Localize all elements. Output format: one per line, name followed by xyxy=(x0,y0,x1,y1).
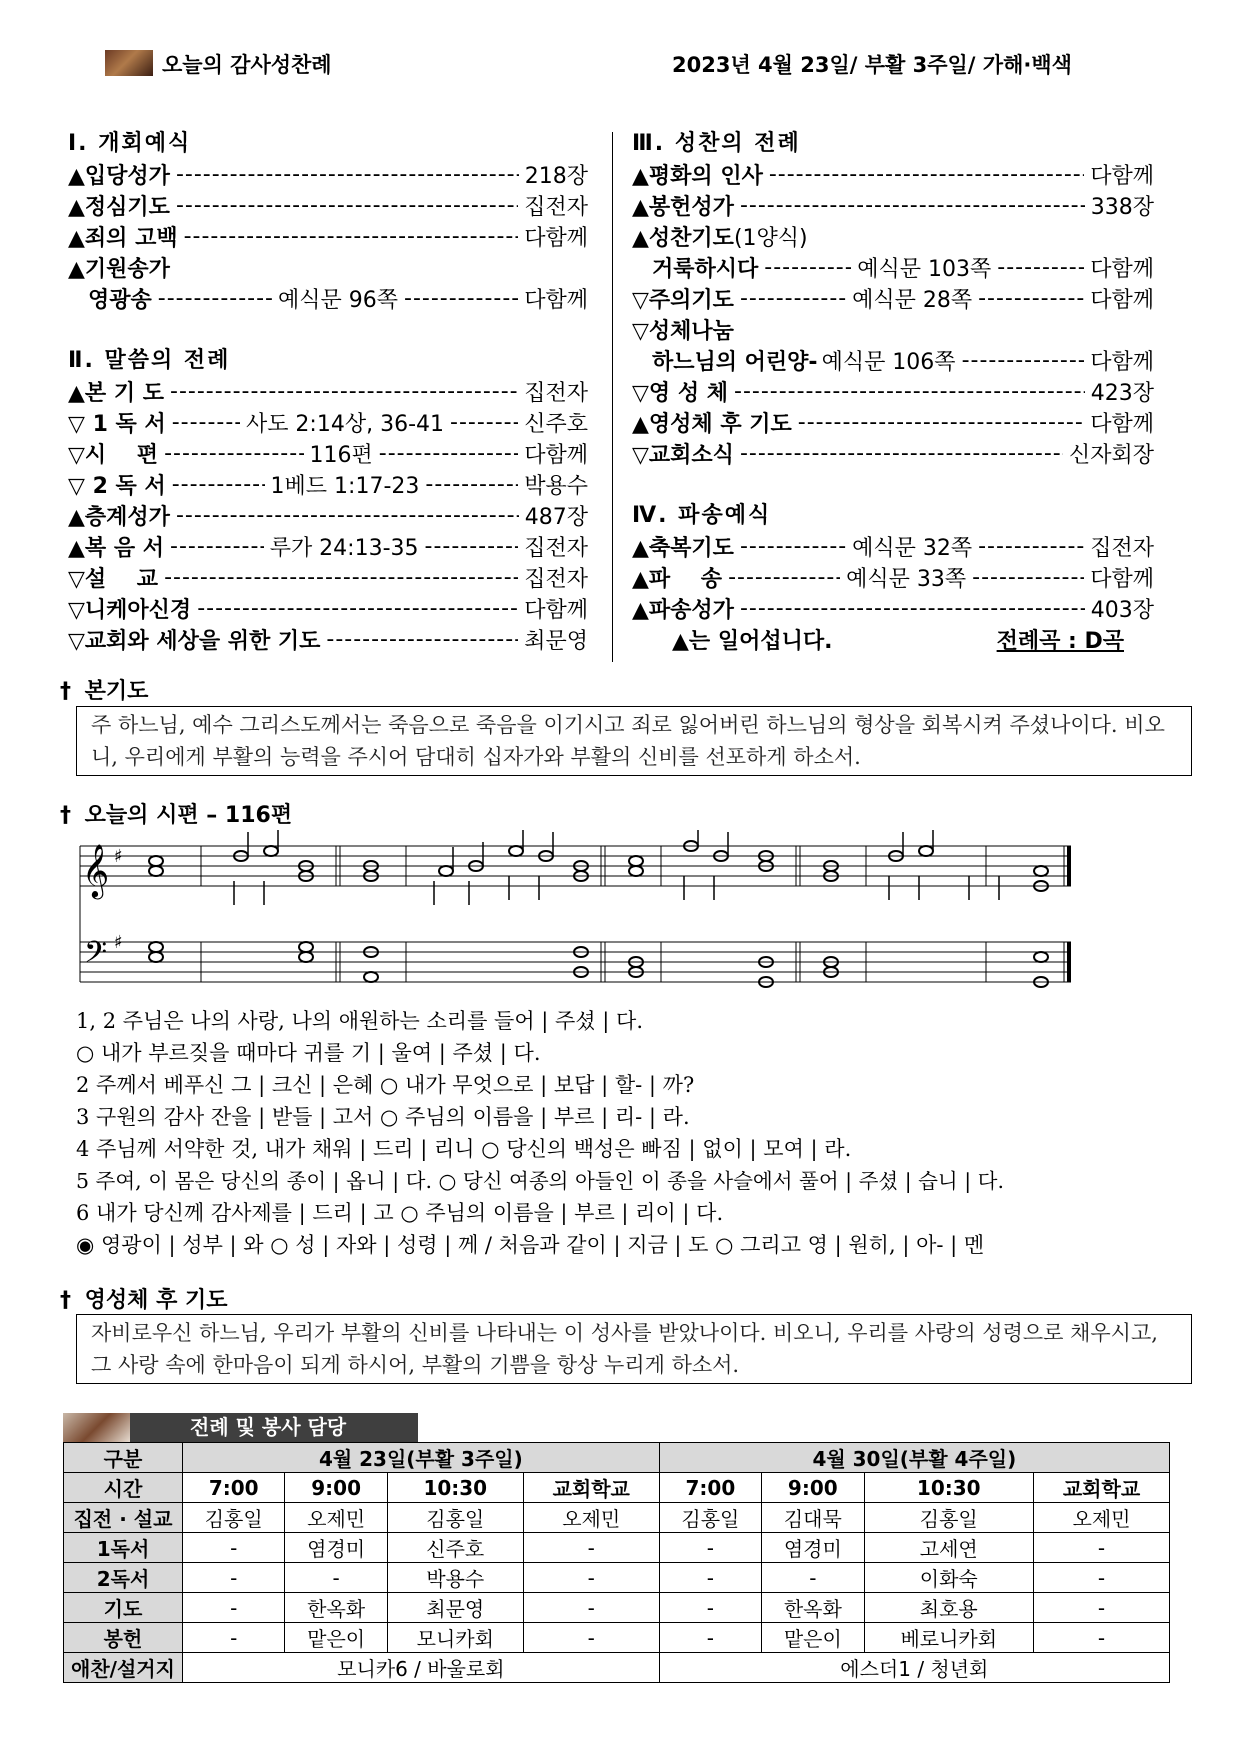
psalm-line: ○ 내가 부르짖을 때마다 귀를 기 | 울여 | 주셨 | 다. xyxy=(76,1041,541,1065)
bulletin-title: 오늘의 감사성찬례 xyxy=(162,53,332,77)
order-row: ▲층계성가 ----- 487장 xyxy=(68,500,588,531)
order-row: ▲영성체 후 기도 ----- 다함께 xyxy=(632,407,1154,438)
post-communion-heading xyxy=(60,1283,228,1314)
order-row: ▲복 음 서 ----- 루가 24:13-35 ----- 집전자 xyxy=(68,531,588,562)
table-cell: 최문영 xyxy=(387,1593,523,1623)
table-cell: 오제민 xyxy=(285,1503,387,1533)
svg-text:♯: ♯ xyxy=(114,932,123,953)
table-cell: 김홍일 xyxy=(387,1503,523,1533)
table-cell: 맡은이 xyxy=(285,1623,387,1653)
order-row: ▲평화의 인사 ----- 다함께 xyxy=(632,159,1154,190)
duty-title: 전례 및 봉사 담당 xyxy=(130,1413,418,1442)
table-row xyxy=(64,1533,1170,1563)
table-cell: 10:30 xyxy=(387,1473,523,1503)
table-cell: 10:30 xyxy=(864,1473,1034,1503)
svg-text:𝄞: 𝄞 xyxy=(82,843,110,897)
table-cell: - xyxy=(1034,1623,1170,1653)
table-cell: 4월 23일(부활 3주일) xyxy=(183,1443,660,1473)
table-cell: 오제민 xyxy=(1034,1503,1170,1533)
psalm-line: 1, 2 주님은 나의 사랑, 나의 애원하는 소리를 들어 | 주셨 | 다. xyxy=(76,1009,644,1033)
order-row: ▽영 성 체 ----- 423장 xyxy=(632,376,1154,407)
order-row: ▲파 송 ----- 예식문 33쪽 ----- 다함께 xyxy=(632,562,1154,593)
table-cell: 오제민 xyxy=(523,1503,659,1533)
svg-text:𝄢: 𝄢 xyxy=(84,936,108,977)
tune-note: 전례곡 : D곡 xyxy=(996,629,1124,654)
order-row: ▽설 교 ----- 집전자 xyxy=(68,562,588,593)
psalm-line: 2 주께서 베푸신 그 | 크신 | 은혜 ○ 내가 무엇으로 | 보답 | 할- | 까? xyxy=(76,1073,695,1097)
table-cell: 염경미 xyxy=(762,1533,864,1563)
table-cell: 박용수 xyxy=(387,1563,523,1593)
order-row: ▲정심기도 ----- 집전자 xyxy=(68,190,588,221)
left-column xyxy=(68,128,588,655)
order-row: ▽교회와 세상을 위한 기도 ----- 최문영 xyxy=(68,624,588,655)
notes-row xyxy=(632,624,1154,655)
table-cell: 맡은이 xyxy=(762,1623,864,1653)
table-cell: 봉헌 xyxy=(64,1623,183,1653)
header-thumbnail xyxy=(105,50,153,76)
table-cell: - xyxy=(1034,1593,1170,1623)
table-cell: 집전 · 설교 xyxy=(64,1503,183,1533)
order-row: 영광송 ----- 예식문 96쪽 ----- 다함께 xyxy=(68,283,588,314)
table-row xyxy=(64,1653,1170,1683)
psalm-score xyxy=(76,830,1076,995)
order-row: ▽ 2 독 서 ----- 1베드 1:17-23 ----- 박용수 xyxy=(68,469,588,500)
order-row: ▽교회소식 ----- 신자회장 xyxy=(632,438,1154,469)
duty-thumbnail xyxy=(63,1413,130,1442)
table-cell: 에스더1 / 청년회 xyxy=(659,1653,1169,1683)
table-cell: - xyxy=(183,1623,285,1653)
order-row: ▲축복기도 ----- 예식문 32쪽 ----- 집전자 xyxy=(632,531,1154,562)
svg-text:♯: ♯ xyxy=(114,846,123,867)
table-row xyxy=(64,1503,1170,1533)
table-row xyxy=(64,1593,1170,1623)
table-cell: 7:00 xyxy=(183,1473,285,1503)
table-cell: 7:00 xyxy=(659,1473,761,1503)
psalm-line: 6 내가 당신께 감사제를 | 드리 | 고 ○ 주님의 이름을 | 부르 | 리이 | 다. xyxy=(76,1201,724,1225)
table-cell: 염경미 xyxy=(285,1533,387,1563)
table-cell: - xyxy=(1034,1563,1170,1593)
table-cell: - xyxy=(659,1623,761,1653)
section-word: Ⅱ. 말씀의 전례 xyxy=(68,348,231,373)
post-communion-box: 자비로우신 하느님, 우리가 부활의 신비를 나타내는 이 성사를 받았나이다. 비오니, 우리를 사랑의 성령으로 채우시고, 그 사랑 속에 한마음이 되게 하시어, 부활의 기쁨을 항상 누리게 하소서. xyxy=(76,1314,1192,1384)
table-cell: 9:00 xyxy=(762,1473,864,1503)
table-cell: - xyxy=(183,1563,285,1593)
psalm-line: 4 주님께 서약한 것, 내가 채워 | 드리 | 리니 ○ 당신의 백성은 빠짐 | 없이 | 모여 | 라. xyxy=(76,1137,852,1161)
order-row: 거룩하시다 ----- 예식문 103쪽 ----- 다함께 xyxy=(632,252,1154,283)
order-row: ▲죄의 고백 ----- 다함께 xyxy=(68,221,588,252)
table-cell: - xyxy=(659,1593,761,1623)
table-row xyxy=(64,1623,1170,1653)
order-row: ▽ 1 독 서 ----- 사도 2:14상, 36-41 ----- 신주호 xyxy=(68,407,588,438)
order-row: ▽니케아신경 ----- 다함께 xyxy=(68,593,588,624)
section-opening: Ⅰ. 개회예식 xyxy=(68,131,192,156)
table-row xyxy=(64,1563,1170,1593)
table-cell: - xyxy=(523,1563,659,1593)
table-cell: - xyxy=(762,1563,864,1593)
stand-note: ▲는 일어섭니다. xyxy=(672,629,833,654)
section-dismissal: Ⅳ. 파송예식 xyxy=(632,503,772,528)
table-cell: 이화숙 xyxy=(864,1563,1034,1593)
table-cell: 교회학교 xyxy=(523,1473,659,1503)
table-cell: - xyxy=(183,1593,285,1623)
table-cell: 한옥화 xyxy=(285,1593,387,1623)
table-cell: 교회학교 xyxy=(1034,1473,1170,1503)
cross-icon: † xyxy=(60,803,71,828)
table-cell: 한옥화 xyxy=(762,1593,864,1623)
psalm-heading xyxy=(60,798,292,829)
table-cell: - xyxy=(183,1533,285,1563)
collect-box: 주 하느님, 예수 그리스도께서는 죽음으로 죽음을 이기시고 죄로 잃어버린 하느님의 형상을 회복시켜 주셨나이다. 비오니, 우리에게 부활의 능력을 주시어 담대히 십자가와 부활의 신비를 선포하게 하소서. xyxy=(76,706,1192,776)
collect-heading xyxy=(60,674,148,705)
order-row: ▲본 기 도 ----- 집전자 xyxy=(68,376,588,407)
order-row: ▲파송성가 ----- 403장 xyxy=(632,593,1154,624)
table-cell: 구분 xyxy=(64,1443,183,1473)
psalm-line: ◉ 영광이 | 성부 | 와 ○ 성 | 자와 | 성령 | 께 / 처음과 같이 | 지금 | 도 ○ 그리고 영 | 원히, | 아- | 멘 xyxy=(76,1233,985,1257)
table-cell: 시간 xyxy=(64,1473,183,1503)
duty-table xyxy=(63,1442,1170,1683)
table-cell: - xyxy=(659,1563,761,1593)
cross-icon: † xyxy=(60,1288,71,1313)
order-row: ▲입당성가 ----- 218장 xyxy=(68,159,588,190)
column-divider xyxy=(612,132,613,662)
psalm-line: 3 구원의 감사 잔을 | 받들 | 고서 ○ 주님의 이름을 | 부르 | 리- | 라. xyxy=(76,1105,690,1129)
table-cell: 고세연 xyxy=(864,1533,1034,1563)
table-cell: - xyxy=(1034,1533,1170,1563)
table-row xyxy=(64,1443,1170,1473)
table-cell: - xyxy=(523,1623,659,1653)
table-cell: 2독서 xyxy=(64,1563,183,1593)
table-cell: 모니카회 xyxy=(387,1623,523,1653)
table-cell: 애찬/설거지 xyxy=(64,1653,183,1683)
order-row: ▽시 편 ----- 116편 ----- 다함께 xyxy=(68,438,588,469)
order-row: ▽성체나눔 xyxy=(632,319,734,344)
order-row: ▽주의기도 ----- 예식문 28쪽 ----- 다함께 xyxy=(632,283,1154,314)
table-cell: 김대묵 xyxy=(762,1503,864,1533)
date-line: 2023년 4월 23일/ 부활 3주일/ 가해·백색 xyxy=(672,53,1072,77)
table-cell: 베로니카회 xyxy=(864,1623,1034,1653)
psalm-title: 오늘의 시편 – 116편 xyxy=(84,803,293,828)
psalm-line: 5 주여, 이 몸은 당신의 종이 | 옵니 | 다. ○ 당신 여종의 아들인 이 종을 사슬에서 풀어 | 주셨 | 습니 | 다. xyxy=(76,1169,1004,1193)
table-cell: - xyxy=(523,1533,659,1563)
table-cell: 9:00 xyxy=(285,1473,387,1503)
table-cell: - xyxy=(659,1533,761,1563)
cross-icon: † xyxy=(60,679,71,704)
table-cell: 최호용 xyxy=(864,1593,1034,1623)
table-cell: 김홍일 xyxy=(659,1503,761,1533)
order-row: ▲봉헌성가 ----- 338장 xyxy=(632,190,1154,221)
table-cell: 모니카6 / 바울로회 xyxy=(183,1653,660,1683)
table-cell: 김홍일 xyxy=(864,1503,1034,1533)
table-cell: 1독서 xyxy=(64,1533,183,1563)
order-row: ▲기원송가 xyxy=(68,257,170,282)
table-cell: - xyxy=(523,1593,659,1623)
table-cell: 4월 30일(부활 4주일) xyxy=(659,1443,1169,1473)
table-row xyxy=(64,1473,1170,1503)
table-cell: 김홍일 xyxy=(183,1503,285,1533)
collect-title: 본기도 xyxy=(84,679,149,704)
order-row: 하느님의 어린양- 예식문 106쪽 ----- 다함께 xyxy=(632,345,1154,376)
table-cell: 신주호 xyxy=(387,1533,523,1563)
order-row: ▲성찬기도 (1양식) xyxy=(632,226,808,251)
post-communion-title: 영성체 후 기도 xyxy=(84,1288,228,1313)
table-cell: 기도 xyxy=(64,1593,183,1623)
table-cell: - xyxy=(285,1563,387,1593)
section-eucharist: Ⅲ. 성찬의 전례 xyxy=(632,131,801,156)
right-column xyxy=(632,128,1154,655)
